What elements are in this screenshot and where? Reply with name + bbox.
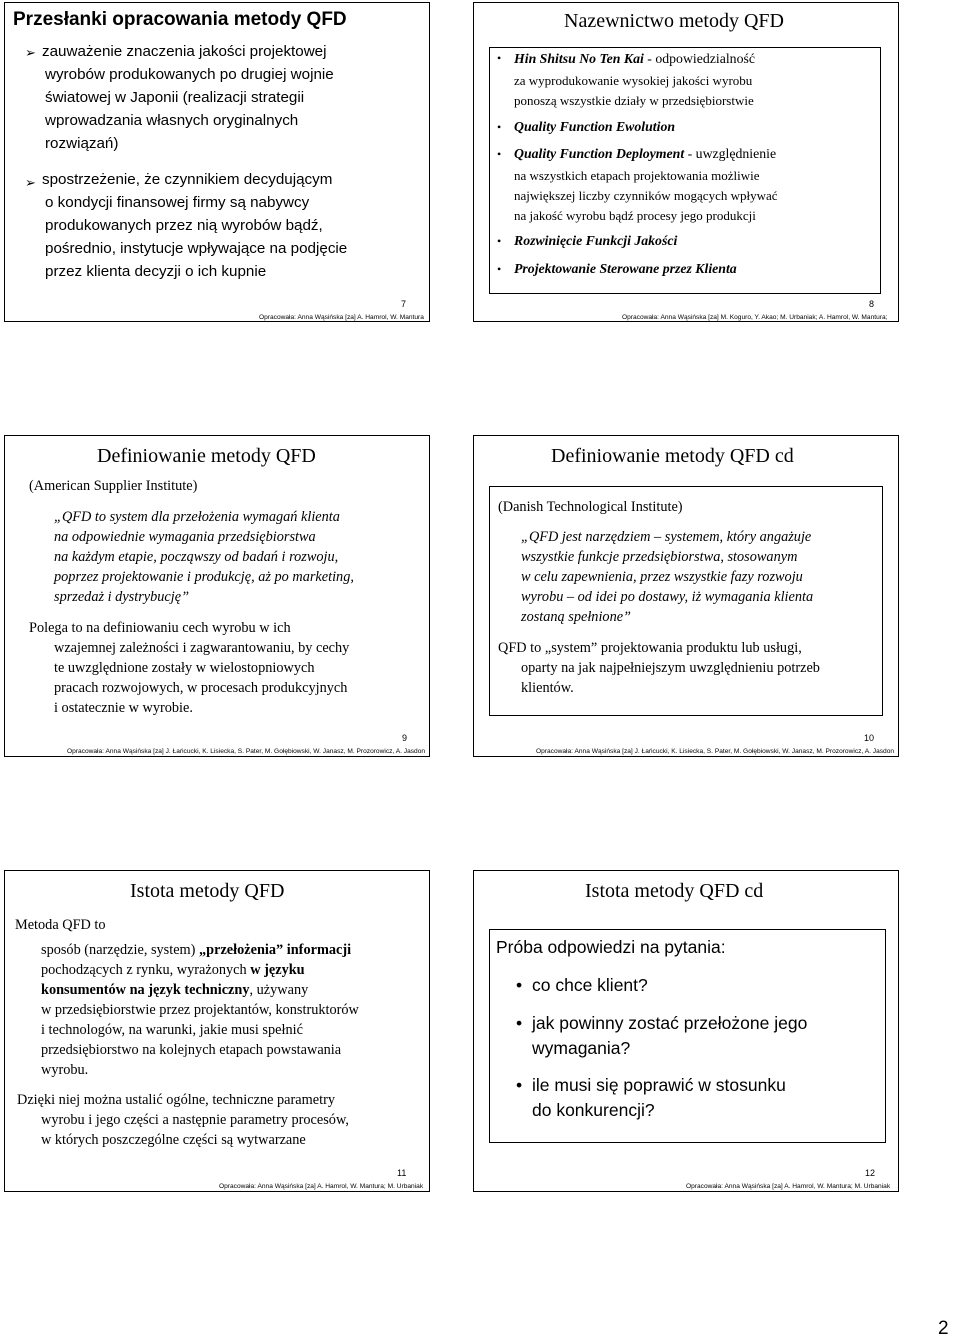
paragraph-line: przedsiębiorstwo na kolejnych etapach powstawania <box>41 1042 342 1058</box>
slide-8 <box>473 2 899 322</box>
bullet-line: na jakość wyrobu bądź procesy jego produkcji <box>514 208 756 223</box>
bullet-dot-icon: • <box>516 975 523 995</box>
slide-credit: Opracowała: Anna Wąsińska [za] M. Koguro, Y. Akao; M. Urbaniak; A. Hamrol, W. Mantura; <box>622 314 888 321</box>
bullet-line: Hin Shitsu No Ten Kai - odpowiedzialność <box>514 51 755 66</box>
bullet-line: wyrobów produkowanych po drugiej wojnie <box>45 66 334 83</box>
intro-text: Metoda QFD to <box>15 917 106 933</box>
quote-line: sprzedaż i dystrybucję” <box>54 589 190 605</box>
quote-line: w celu zapewnienia, przez wszystkie fazy rozwoju <box>521 569 803 585</box>
bullet-line: Quality Function Ewolution <box>514 119 676 134</box>
bullet-line: zauważenie znaczenia jakości projektowej <box>42 43 327 60</box>
slide-10 <box>473 435 899 757</box>
paragraph-line: wyrobu. <box>41 1062 89 1078</box>
bullet-line: na wszystkich etapach projektowania możliwie <box>514 168 760 183</box>
quote-line: „QFD jest narzędziem – systemem, który angażuje <box>521 529 812 545</box>
bullet-line: wprowadzania własnych oryginalnych <box>45 112 299 129</box>
slide-number: 11 <box>397 1168 407 1178</box>
bullet-line: spostrzeżenie, że czynnikiem decydującym <box>42 171 333 188</box>
slide-title: Istota metody QFD cd <box>585 880 764 902</box>
paragraph-line: QFD to „system” projektowania produktu lub usługi, <box>498 640 802 656</box>
paragraph-line: te uwzględnione zostały w wielostopniowych <box>54 660 315 676</box>
bullet-line: ponoszą wszystkie działy w przedsiębiorstwie <box>514 93 754 108</box>
bullet-line: Projektowanie Sterowane przez Klienta <box>514 261 737 276</box>
bullet-line: Quality Function Deployment - uwzględnienie <box>514 146 777 161</box>
quote-line: na odpowiednie wymagania przedsiębiorstwa <box>54 529 316 545</box>
quote-line: zostaną spełnione” <box>521 609 632 625</box>
slide-number: 8 <box>869 299 875 309</box>
source-label: (Danish Technological Institute) <box>498 499 683 515</box>
bullet-line: za wyprodukowanie wysokiej jakości wyrobu <box>514 73 753 88</box>
quote-line: na każdym etapie, począwszy od badań i rozwoju, <box>54 549 339 565</box>
bullet-dot-icon: • <box>497 51 502 65</box>
paragraph-line: pochodzących z rynku, wyrażonych w języku <box>41 962 305 978</box>
slide-11 <box>4 870 430 1192</box>
question-line: co chce klient? <box>532 975 648 995</box>
bullet-line: o kondycji finansowej firmy są nabywcy <box>45 194 310 211</box>
box-title: Próba odpowiedzi na pytania: <box>496 937 726 957</box>
bullet-dot-icon: • <box>497 120 502 134</box>
slide-number: 12 <box>865 1168 876 1178</box>
slide-credit: Opracowała: Anna Wąsińska [za] A. Hamrol, W. Mantura; M. Urbaniak <box>219 1183 424 1190</box>
bullet-line: przez klienta decyzji o ich kupnie <box>45 263 267 280</box>
paragraph-line: i technologów, na warunki, jakie musi spełnić <box>41 1022 303 1038</box>
paragraph-line: oparty na jak najpełniejszym uwzględnieniu potrzeb <box>521 660 820 676</box>
slide-title: Przesłanki opracowania metody QFD <box>13 9 347 30</box>
paragraph-line: Polega to na definiowaniu cech wyrobu w ich <box>29 620 291 636</box>
slide-credit: Opracowała: Anna Wąsińska [za] A. Hamrol, W. Mantura; M. Urbaniak <box>686 1183 891 1190</box>
arrow-bullet-icon: ➢ <box>25 176 36 191</box>
paragraph-line: pracach rozwojowych, w procesach produkcyjnych <box>54 680 348 696</box>
question-line: ile musi się poprawić w stosunku <box>532 1075 786 1095</box>
slide-title: Istota metody QFD <box>130 880 285 902</box>
paragraph-line: Dzięki niej można ustalić ogólne, techniczne parametry <box>17 1092 335 1108</box>
paragraph-line: w przedsiębiorstwie przez projektantów, konstruktorów <box>41 1002 359 1018</box>
question-line: wymagania? <box>532 1038 631 1058</box>
slide-number: 7 <box>401 299 407 309</box>
paragraph-line: klientów. <box>521 680 574 696</box>
bullet-line: Rozwinięcie Funkcji Jakości <box>514 233 678 248</box>
slide-number: 9 <box>402 733 408 743</box>
bullet-dot-icon: • <box>497 234 502 248</box>
question-line: jak powinny zostać przełożone jego <box>532 1013 808 1033</box>
slide-credit: Opracowała: Anna Wąsińska [za] J. Łańcucki, K. Lisiecka, S. Pater, M. Gołębiowski, W. Janasz, M. Prozorowicz, A. Jasdon <box>536 748 895 755</box>
page-number: 2 <box>938 1318 949 1339</box>
paragraph-line: i ostatecznie w wyrobie. <box>54 700 193 716</box>
bullet-line: światowej w Japonii (realizacji strategii <box>45 89 305 106</box>
paragraph-line: wyrobu i jego części a następnie parametry procesów, <box>41 1112 349 1128</box>
bullet-line: pośrednio, instytucje wpływające na podjęcie <box>45 240 348 257</box>
bullet-dot-icon: • <box>497 147 502 161</box>
paragraph-line: sposób (narzędzie, system) „przełożenia” informacji <box>41 942 352 958</box>
slide-7 <box>4 2 430 322</box>
paragraph-line: wzajemnej zależności i zagwarantowaniu, by cechy <box>54 640 350 656</box>
bullet-dot-icon: • <box>497 262 502 276</box>
slide-credit: Opracowała: Anna Wąsińska [za] J. Łańcucki, K. Lisiecka, S. Pater, M. Gołębiowski, W. Janasz, M. Prozorowicz, A. Jasdon <box>67 748 426 755</box>
quote-line: poprzez projektowanie i produkcję, aż po marketing, <box>54 569 354 585</box>
question-line: do konkurencji? <box>532 1100 655 1120</box>
slide-12 <box>473 870 899 1192</box>
slide-9 <box>4 435 430 757</box>
quote-line: wyrobu – od idei po dostawy, iż wymagania klienta <box>521 589 814 605</box>
quote-line: „QFD to system dla przełożenia wymagań klienta <box>54 509 340 525</box>
quote-line: wszystkie funkcje przedsiębiorstwa, stosowanym <box>521 549 798 565</box>
source-label: (American Supplier Institute) <box>29 478 198 494</box>
slide-title: Definiowanie metody QFD cd <box>551 445 794 467</box>
bullet-dot-icon: • <box>516 1075 523 1095</box>
slide-title: Definiowanie metody QFD <box>97 445 316 467</box>
bullet-dot-icon: • <box>516 1013 523 1033</box>
paragraph-line: konsumentów na język techniczny, używany <box>41 982 309 998</box>
slide-title: Nazewnictwo metody QFD <box>564 10 784 32</box>
arrow-bullet-icon: ➢ <box>25 46 36 61</box>
slide-number: 10 <box>864 733 875 743</box>
bullet-line: największej liczby czynników mogących wpływać <box>514 188 778 203</box>
bullet-line: rozwiązań) <box>45 135 119 152</box>
paragraph-line: w których poszczególne części są wytwarzane <box>41 1132 306 1148</box>
slide-credit: Opracowała: Anna Wąsińska [za] A. Hamrol, W. Mantura <box>259 314 424 321</box>
bullet-line: produkowanych przez nią wyrobów bądź, <box>45 217 323 234</box>
